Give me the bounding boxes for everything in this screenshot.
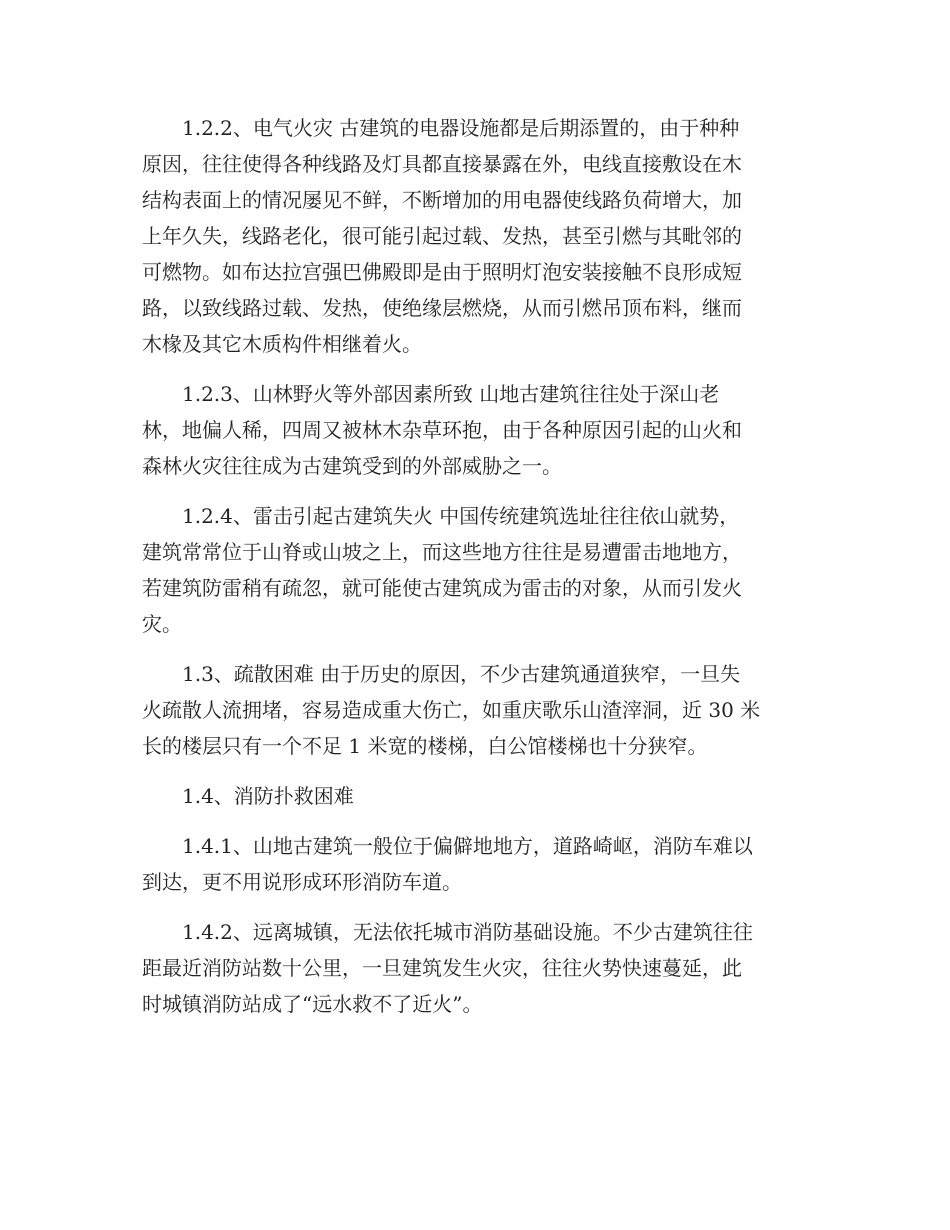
paragraph-1-3-evacuation: 1.3、疏散困难 由于历史的原因，不少古建筑通道狭窄，一旦失 火疏散人流拥堵，容易造成重大伤亡，如重庆歌乐山渣滓洞，近 30 米 长的楼层只有一个不足 1 米宽的楼梯，白公馆楼梯也十分狭窄。 [142, 662, 761, 758]
paragraph-1-2-4-lightning: 1.2.4、雷击引起古建筑失火 中国传统建筑选址往往依山就势， 建筑常常位于山脊或山坡之上，而这些地方往往是易遭雷击地地方， 若建筑防雷稍有疏忽，就可能使古建筑成为雷击的对象，从而引发火 灾。 [142, 504, 742, 636]
document-body [142, 110, 814, 1036]
paragraph-1-2-2-electrical-fire: 1.2.2、电气火灾 古建筑的电器设施都是后期添置的，由于种种 原因，往往使得各种线路及灯具都直接暴露在外，电线直接敷设在木 结构表面上的情况屡见不鲜，不断增加的用电器使线路负荷增大，加 上年久失，线路老化，很可能引起过载、发热，甚至引燃与其毗邻的 可燃物。如布达拉宫强巴佛殿即是由于照明灯泡安装接触不良形成短 路，以致线路过载、发热，使绝缘层燃烧，从而引燃吊顶布料，继而 木椽及其它木质构件相继着火。 [142, 116, 742, 356]
paragraph-1-4-2-far-from-town: 1.4.2、远离城镇，无法依托城市消防基础设施。不少古建筑往往 距最近消防站数十公里，一旦建筑发生火灾，往往火势快速蔓延，此 时城镇消防站成了“远水救不了近火”。 [142, 920, 753, 1016]
paragraph-1-2-3-wildfire: 1.2.3、山林野火等外部因素所致 山地古建筑往往处于深山老 林，地偏人稀，四周又被林木杂草环抱，由于各种原因引起的山火和 森林火灾往往成为古建筑受到的外部威胁之一。 [142, 382, 742, 478]
heading-1-4-firefighting: 1.4、消防扑救困难 [182, 784, 354, 808]
paragraph-1-4-1-mountain-access: 1.4.1、山地古建筑一般位于偏僻地地方，道路崎岖，消防车难以 到达，更不用说形成环形消防车道。 [142, 834, 753, 894]
